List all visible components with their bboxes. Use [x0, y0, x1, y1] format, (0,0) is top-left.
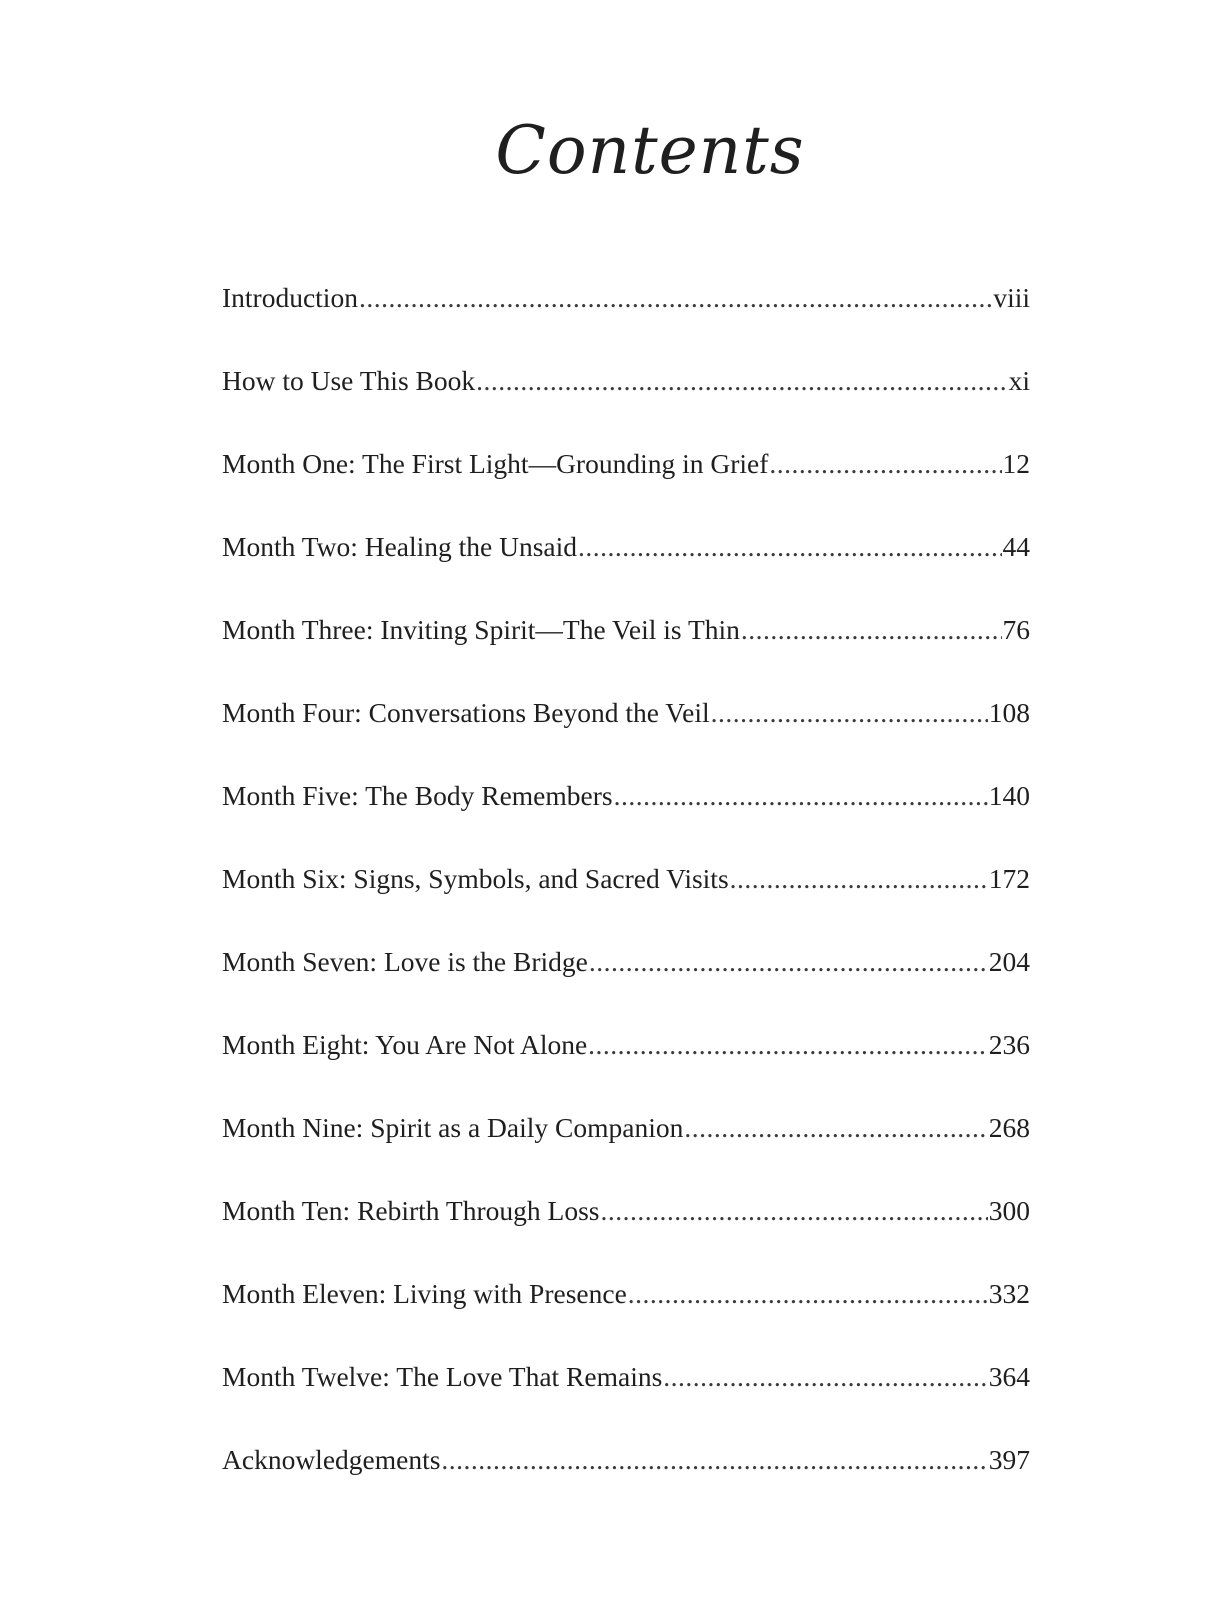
toc-entry-page: 12 — [1002, 448, 1030, 479]
toc-entry[interactable] — [222, 1278, 1030, 1361]
toc-entry-page: 364 — [988, 1361, 1030, 1392]
toc-entry-page: 172 — [988, 863, 1030, 894]
toc-entry-page: 76 — [1002, 614, 1030, 645]
toc-entry-label: Month Three: Inviting Spirit—The Veil is Thin — [222, 614, 740, 645]
toc-entry-page: 332 — [988, 1278, 1030, 1309]
toc-entry[interactable] — [222, 780, 1030, 863]
toc-entry-page: 236 — [988, 1029, 1030, 1060]
toc-entry[interactable] — [222, 1029, 1030, 1112]
toc-leader-dots — [741, 614, 1002, 646]
table-of-contents — [222, 282, 1030, 1527]
toc-entry-label: Month Four: Conversations Beyond the Veil — [222, 697, 710, 728]
toc-leader-dots — [628, 1278, 988, 1310]
toc-leader-dots — [600, 1195, 987, 1227]
toc-leader-dots — [359, 282, 992, 314]
toc-entry-page: 108 — [988, 697, 1030, 728]
toc-entry[interactable] — [222, 946, 1030, 1029]
toc-entry-page: 44 — [1002, 531, 1030, 562]
toc-leader-dots — [730, 863, 988, 895]
toc-entry[interactable] — [222, 1444, 1030, 1527]
toc-entry-label: Month Ten: Rebirth Through Loss — [222, 1195, 600, 1226]
toc-leader-dots — [684, 1112, 987, 1144]
toc-entry[interactable] — [222, 697, 1030, 780]
toc-entry[interactable] — [222, 282, 1030, 365]
toc-entry-label: Month Six: Signs, Symbols, and Sacred Visits — [222, 863, 729, 894]
toc-leader-dots — [769, 448, 1001, 480]
toc-entry[interactable] — [222, 1195, 1030, 1278]
toc-entry[interactable] — [222, 1112, 1030, 1195]
toc-entry-page: 140 — [988, 780, 1030, 811]
toc-entry-label: Month Seven: Love is the Bridge — [222, 946, 588, 977]
toc-entry[interactable] — [222, 448, 1030, 531]
toc-entry-label: Month Twelve: The Love That Remains — [222, 1361, 663, 1392]
toc-leader-dots — [476, 365, 1007, 397]
toc-entry-label: Month Five: The Body Remembers — [222, 780, 613, 811]
page-title: Contents — [495, 112, 805, 189]
toc-entry[interactable] — [222, 531, 1030, 614]
toc-entry-label: Month One: The First Light—Grounding in Grief — [222, 448, 769, 479]
toc-entry-page: 397 — [988, 1444, 1030, 1475]
toc-entry-page: viii — [993, 282, 1030, 313]
toc-entry[interactable] — [222, 365, 1030, 448]
toc-leader-dots — [441, 1444, 987, 1476]
toc-entry[interactable] — [222, 614, 1030, 697]
toc-leader-dots — [711, 697, 988, 729]
toc-entry-label: How to Use This Book — [222, 365, 476, 396]
toc-entry-label: Introduction — [222, 282, 358, 313]
toc-entry-label: Acknowledgements — [222, 1444, 441, 1475]
toc-entry-page: 268 — [988, 1112, 1030, 1143]
toc-leader-dots — [614, 780, 988, 812]
toc-entry-page: xi — [1008, 365, 1030, 396]
toc-entry-label: Month Nine: Spirit as a Daily Companion — [222, 1112, 684, 1143]
toc-leader-dots — [663, 1361, 987, 1393]
toc-leader-dots — [588, 1029, 988, 1061]
toc-leader-dots — [589, 946, 988, 978]
toc-entry-label: Month Eleven: Living with Presence — [222, 1278, 627, 1309]
toc-entry[interactable] — [222, 1361, 1030, 1444]
toc-entry-label: Month Two: Healing the Unsaid — [222, 531, 578, 562]
toc-entry-label: Month Eight: You Are Not Alone — [222, 1029, 588, 1060]
toc-entry[interactable] — [222, 863, 1030, 946]
toc-leader-dots — [578, 531, 1001, 563]
toc-entry-page: 300 — [988, 1195, 1030, 1226]
toc-entry-page: 204 — [988, 946, 1030, 977]
